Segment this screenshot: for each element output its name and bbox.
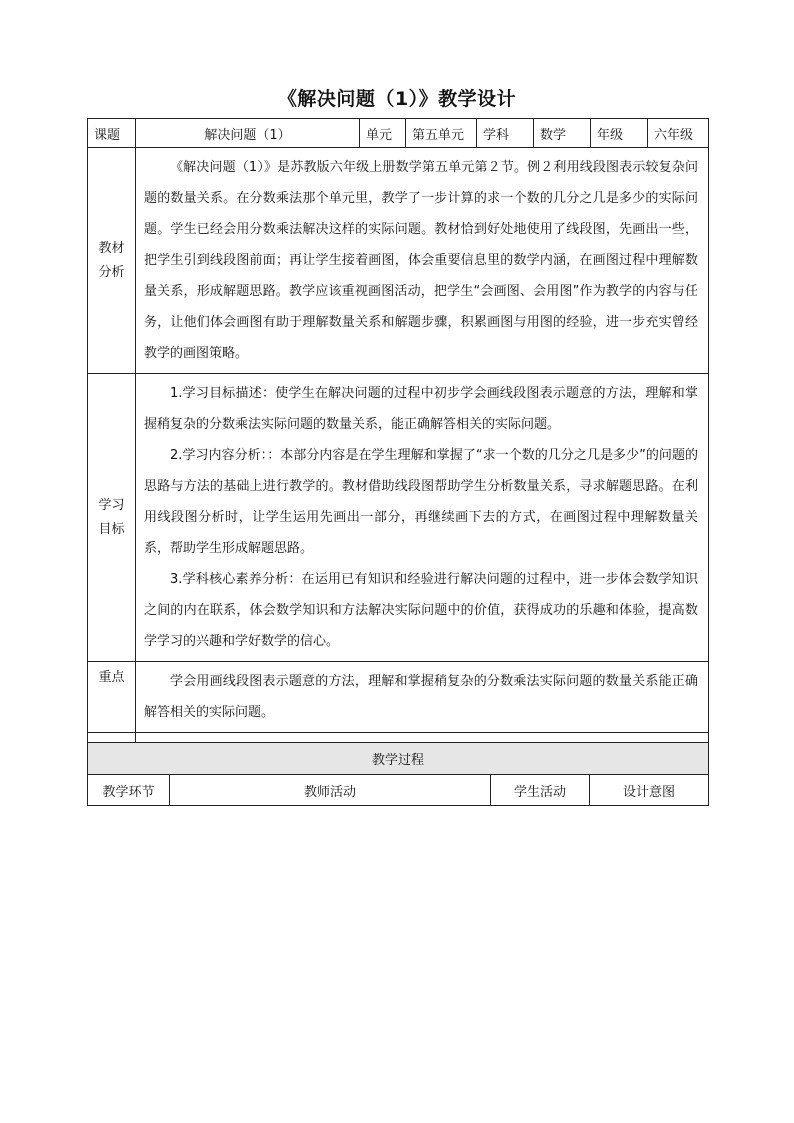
process-columns-row: [88, 775, 709, 806]
objectives-cell: [136, 374, 709, 662]
column-header: 学生活动: [491, 775, 590, 806]
material-label-line2: 分析: [98, 264, 125, 280]
process-table: [87, 742, 709, 806]
key-point-label: 重点: [88, 662, 136, 733]
column-header: 教师活动: [170, 775, 491, 806]
column-header: 教学环节: [88, 775, 170, 806]
key-point-cell: [136, 662, 709, 733]
key-point-text: 学会用画线段图表示题意的方法，理解和掌握稍复杂的分数乘法实际问题的数量关系能正确解答相关的实际问题。: [144, 674, 698, 720]
course-label: 课题: [88, 119, 136, 148]
objectives-label-line2: 目标: [98, 521, 125, 537]
grade-value: 六年级: [648, 119, 709, 148]
objective-item: 1.学习目标描述：使学生在解决问题的过程中初步学会画线段图表示题意的方法，理解和掌握稍复杂的分数乘法实际问题的数量关系，能正确解答相关的实际问题。: [144, 386, 698, 432]
process-title-row: [88, 743, 709, 775]
objectives-label-line1: 学习: [98, 497, 125, 513]
column-header: 设计意图: [590, 775, 709, 806]
page-title: 《解决问题（1）》教学设计: [277, 88, 517, 110]
grade-label: 年级: [591, 119, 648, 148]
objective-item: 3.学科核心素养分析：在运用已有知识和经验进行解决问题的过程中，进一步体会数学知识之间的内在联系，体会数学知识和方法解决实际问题中的价值，获得成功的乐趣和体验，提高数学学习的兴趣和学好数学的信心。: [144, 572, 698, 649]
material-row: [88, 148, 709, 374]
unit-value: 第五单元: [406, 119, 477, 148]
material-text: 《解决问题（1）》是苏教版六年级上册数学第五单元第２节。例２利用线段图表示较复杂问题的数量关系。在分数乘法那个单元里，教学了一步计算的求一个数的几分之几是多少的实际问题。学生已经会用分数乘法解决这样的实际问题。教材恰到好处地使用了线段图，先画出一些，把学生引到线段图前面；再让学生接着画图，体会重要信息里的数学内涵，在画图过程中理解数量关系，形成解题思路。教学应该重视画图活动，把学生“会画图、会用图”作为教学的内容与任务，让他们体会画图有助于理解数量关系和解题步骤，积累画图与用图的经验，进一步充实曾经教学的画图策略。: [144, 160, 698, 361]
key-point-row: [88, 662, 709, 733]
unit-label: 单元: [360, 119, 406, 148]
header-row: [88, 119, 709, 148]
subject-value: 数学: [534, 119, 591, 148]
objective-item: 2.学习内容分析：：本部分内容是在学生理解和掌握了“求一个数的几分之几是多少”的问题的思路与方法的基础上进行教学的。教材借助线段图帮助学生分析数量关系，寻求解题思路。在利用线段图分析时，让学生运用先画出一部分，再继续画下去的方式，在画图过程中理解数量关系，帮助学生形成解题思路。: [144, 448, 698, 556]
process-title: 教学过程: [88, 743, 709, 775]
material-label: [88, 148, 136, 374]
lesson-info-table: [87, 118, 709, 773]
objectives-label: [88, 374, 136, 662]
subject-label: 学科: [477, 119, 534, 148]
objectives-row: [88, 374, 709, 662]
material-label-line1: 教材: [98, 240, 125, 256]
material-cell: [136, 148, 709, 374]
course-value: 解决问题（1）: [136, 119, 360, 148]
